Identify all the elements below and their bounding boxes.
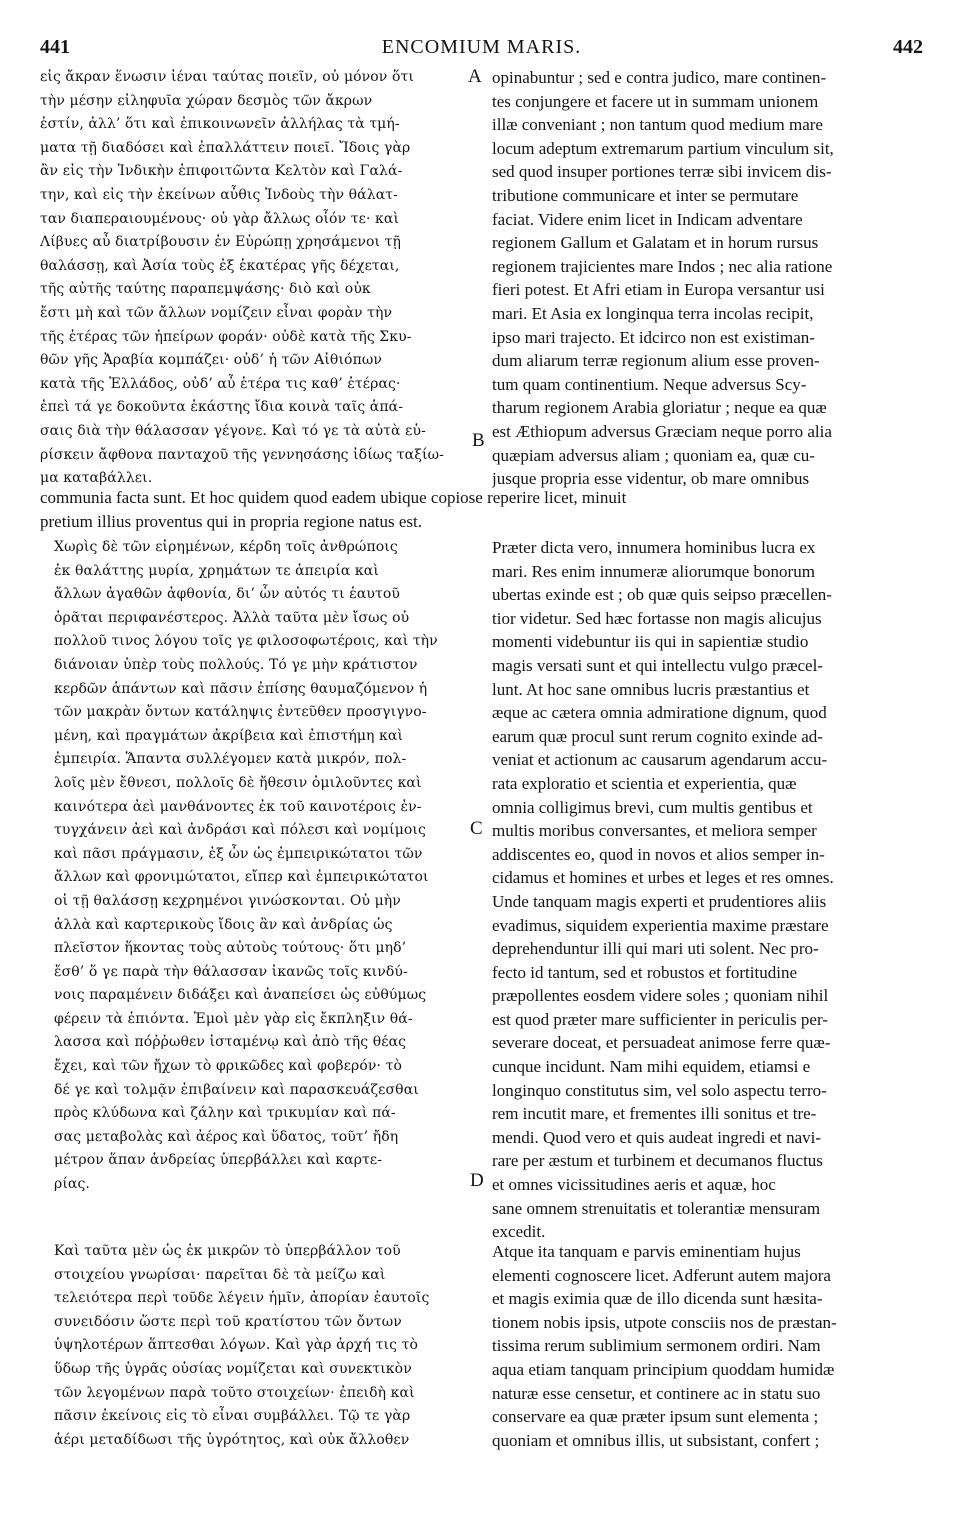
latin-text-line: longinquo constitutus sim, vel solo aspectu terro- [492, 1080, 827, 1100]
greek-text-line: ἄλλων ἀγαθῶν ἀφθονία, δι’ ὧν αὐτός τι ἑαυτοῦ [54, 586, 400, 603]
greek-text-line: κατὰ τῆς Ἑλλάδος, οὐδ’ αὖ ἑτέρα τις καθ’ ἑτέρας· [40, 375, 401, 392]
greek-text-line: μέτρον ἅπαν ἀνδρείας ὑπερβάλλει καὶ καρτε- [54, 1152, 383, 1169]
latin-text-line: communia facta sunt. Et hoc quidem quod eadem ubique copiose reperire licet, minuit [40, 488, 627, 507]
latin-text-line: ubertas exinde est ; ob quæ quis seipso præcellen- [492, 585, 832, 605]
latin-text-line: Atque ita tanquam e parvis eminentiam hujus [492, 1242, 801, 1261]
greek-text-line: τῶν λεγομένων παρὰ τοῦτο στοιχείων· ἐπειδὴ καὶ [54, 1384, 415, 1401]
latin-text-line: sed quod insuper portiones terræ sibi invicem dis- [492, 162, 832, 182]
latin-text-line: magis versati sunt et qui intellectu vulgo præcel- [492, 655, 823, 675]
greek-text-line: ἂν εἰς τὴν Ἰνδικὴν ἐπιφοιτῶντα Κελτὸν καὶ Γαλά- [40, 163, 403, 180]
latin-text-line: est Æthiopum adversus Græciam neque porro alia [492, 421, 832, 441]
greek-text-line: σας μεταβολὰς καὶ ἀέρος καὶ ὕδατος, τοῦτ’ ἤδη [54, 1128, 399, 1145]
greek-text-line: την, καὶ εἰς τὴν ἐκείνων αὖθις Ἰνδοὺς τὴν θάλατ- [40, 186, 398, 203]
greek-text-line: θαλάσσῃ, καὶ Ἀσία τοὺς ἐξ ἑκατέρας γῆς δέχεται, [40, 257, 400, 274]
margin-marker-d: D [470, 1170, 484, 1191]
latin-text-line: omnia colligimus brevi, cum multis gentibus et [492, 797, 813, 817]
latin-text-line: Præter dicta vero, innumera hominibus lucra ex [492, 538, 816, 557]
latin-text-line: mari. Et Asia ex longinqua terra incolas recipit, [492, 303, 814, 323]
latin-text-line: deprehenduntur illi qui mari uti solent. Nec pro- [492, 939, 819, 959]
greek-text-line: τῆς αὐτῆς ταύτης παραπεμψάσης· διὸ καὶ οὐκ [40, 281, 371, 298]
greek-text-line: διάνοιαν ὑπὲρ τοὺς πολλούς. Τό γε μὴν κράτιστον [54, 656, 418, 673]
greek-text-line: πᾶσιν ἐκείνοις εἰς τὸ εἶναι συμβάλλει. Τῷ τε γὰρ [54, 1408, 411, 1425]
latin-text-line: Unde tanquam magis experti et prudentiores aliis [492, 891, 827, 911]
greek-text-line: ὕδωρ τῆς ὑγρᾶς οὐσίας νομίζεται καὶ συνεκτικὸν [54, 1360, 412, 1377]
greek-text-line: μα καταβάλλει. [40, 470, 153, 487]
latin-text-line: earum quæ procul sunt rerum cognito exinde ad- [492, 726, 823, 746]
greek-text-line: θῶν γῆς Ἀραβία κομπάζει· οὐδ’ ἡ τῶν Αἰθιόπων [40, 352, 382, 369]
latin-text-line: addiscentes eo, quod in novos et alios semper in- [492, 844, 825, 864]
latin-text-line: lunt. At hoc sane omnibus lucris præstantius et [492, 679, 810, 699]
latin-text-line: rata exploratio et scientia et experientia, quæ [492, 773, 797, 793]
latin-text-line: æque ac cætera omnia admiratione dignum, quod [492, 703, 827, 723]
latin-text-line: cidamus et homines et urbes et leges et res omnes. [492, 868, 834, 888]
greek-column-section-1 [40, 66, 460, 491]
greek-text-line: πολλοῦ τινος λόγου τοῖς γε φιλοσοφωτέροις, καὶ τὴν [54, 633, 438, 650]
latin-text-line: jusque propria esse videntur, ob mare omnibus [492, 469, 810, 489]
margin-marker-a: A [468, 66, 482, 87]
greek-text-line: τυγχάνειν ἀεὶ καὶ ἀνδράσι καὶ πόλεσι καὶ νομίμοις [54, 822, 426, 839]
latin-text-line: multis moribus conversantes, et meliora semper [492, 821, 817, 841]
latin-text-line: cunque incidunt. Nam mihi equidem, etiamsi e [492, 1057, 811, 1077]
latin-text-line: et magis eximia quæ de illo dicenda sunt hæsita- [492, 1289, 823, 1309]
greek-text-line: δέ γε καὶ τολμᾷν ἐπιβαίνειν καὶ παρασκευάζεσθαι [54, 1081, 419, 1098]
greek-text-line: καὶ πᾶσι πράγμασιν, ἐξ ὧν ὡς ἐμπειρικώτατοι τῶν [54, 845, 423, 862]
greek-text-line: ὁρᾶται περιφανέστερος. Ἀλλὰ ταῦτα μὲν ἴσως οὐ [54, 609, 410, 626]
latin-text-line: et omnes vicissitudines aeris et aquæ, hoc [492, 1175, 776, 1195]
left-page-number: 441 [40, 36, 70, 58]
latin-column-section-3 [492, 1240, 924, 1452]
running-title: ENCOMIUM MARIS. [381, 36, 582, 58]
greek-text-line: Χωρὶς δὲ τῶν εἰρημένων, κέρδη τοῖς ἀνθρώποις [54, 539, 398, 555]
latin-text-line: conservare ea quæ præter ipsum sunt elementa ; [492, 1407, 819, 1427]
greek-text-line: λοῖς μὲν ἔθνεσι, πολλοῖς δὲ ἤθεσιν ὁμιλοῦντες καὶ [54, 774, 422, 791]
greek-text-line: συνειδόσιν ὥστε περὶ τοῦ κρατίστου τῶν ὄντων [54, 1313, 402, 1330]
greek-text-line: οἱ τῇ θαλάσσῃ κεχρημένοι γινώσκονται. Οὐ μὴν [54, 892, 401, 909]
latin-text-line: pretium illius proventus qui in propria regione natus est. [40, 511, 422, 531]
greek-text-line: ἐμπειρία. Ἅπαντα συλλέγομεν κατὰ μικρόν, πολ- [54, 751, 407, 768]
greek-text-line: ἀλλὰ καὶ καρτερικοὺς ἴδοις ἂν καὶ ἀνδρίας ὡς [54, 916, 393, 933]
latin-column-section-1 [492, 66, 924, 491]
latin-text-line: fieri potest. Et Afri etiam in Europa versantur usi [492, 280, 825, 300]
latin-text-line: quoniam et omnibus illis, ut subsistant, confert ; [492, 1430, 820, 1450]
greek-column-section-2 [54, 536, 462, 1197]
margin-marker-b: B [472, 430, 485, 451]
latin-text-line: mari. Res enim innumeræ aliorumque bonorum [492, 561, 815, 581]
latin-text-line: excedit. [492, 1222, 546, 1242]
latin-text-line: sane omnem strenuitatis et tolerantiæ mensuram [492, 1198, 821, 1218]
latin-text-line: naturæ esse censetur, et continere ac in statu suo [492, 1383, 821, 1403]
greek-text-line: φέρειν τὰ ἐπιόντα. Ἐμοὶ μὲν γὰρ εἰς ἔκπληξιν θά- [54, 1010, 413, 1027]
latin-column-section-2 [492, 536, 924, 1244]
latin-text-line: rare per æstum et turbinem et decumanos fluctus [492, 1151, 823, 1171]
greek-text-line: ρίας. [54, 1176, 90, 1193]
latin-text-line: dum aliarum terræ regionum alium esse proven- [492, 351, 820, 371]
greek-text-line: εἰς ἄκραν ἕνωσιν ἰέναι ταύτας ποιεῖν, οὐ μόνον ὅτι [40, 69, 414, 85]
greek-text-line: καινότερα ἀεὶ μανθάνοντες ἐκ τοῦ καινοτέροις ἐν- [54, 798, 422, 815]
latin-text-line: opinabuntur ; sed e contra judico, mare continen- [492, 68, 827, 87]
latin-text-line: tributione communicare et inter se permutare [492, 185, 799, 205]
margin-marker-c: C [470, 818, 483, 839]
latin-text-line: tum quam continentium. Neque adversus Scy- [492, 374, 807, 394]
greek-text-line: νοις παραμένειν διδάξει καὶ ἀναπείσει ὡς εὐθύμως [54, 987, 427, 1004]
greek-text-line: μένη, καὶ πραγμάτων ἀκρίβεια καὶ ἐπιστήμη καὶ [54, 727, 404, 744]
greek-text-line: Καὶ ταῦτα μὲν ὡς ἐκ μικρῶν τὸ ὑπερβάλλον τοῦ [54, 1243, 401, 1259]
latin-text-line: mendi. Quod vero et quis audeat ingredi et navi- [492, 1127, 822, 1147]
latin-text-line: ipso mari trajecto. Et idcirco non est existiman- [492, 327, 815, 347]
latin-text-line: præpollentes eosdem videre soles ; quoniam nihil [492, 986, 829, 1006]
greek-text-line: ματα τῇ διαδόσει καὶ ἐπαλλάττειν ποιεῖ. Ἴδοις γὰρ [40, 139, 411, 156]
latin-text-line: tionem nobis ipsis, utpote consciis nos de præstan- [492, 1312, 837, 1332]
latin-text-line: illæ conveniant ; non tantum quod medium mare [492, 115, 823, 135]
greek-column-section-3 [54, 1240, 462, 1452]
latin-text-line: tes conjungere et facere ut in summam unionem [492, 91, 819, 111]
latin-text-line: fecto id tantum, sed et robustos et fortitudine [492, 962, 797, 982]
greek-text-line: ταν διαπεραιουμένους· οὐ γὰρ ἄλλως οἷόν τε· καὶ [40, 210, 400, 227]
greek-text-line: λασσα καὶ πόῤῥωθεν ἱσταμένῳ καὶ ἀπὸ τῆς θέας [54, 1034, 407, 1051]
greek-text-line: τῶν μακρὰν ὄντων κατάληψις ἐντεῦθεν προσγιγνο- [54, 704, 427, 721]
greek-text-line: ἐστίν, ἀλλ’ ὅτι καὶ ἐπικοινωνεῖν ἀλλήλας τὰ τμή- [40, 116, 400, 133]
greek-text-line: ἔχει, καὶ τῶν ἤχων τὸ φρικῶδες καὶ φοβερόν· τὸ [54, 1058, 403, 1075]
greek-text-line: ἔσθ’ ὅ γε παρὰ τὴν θάλασσαν ἱκανῶς τοῖς κινδύ- [54, 963, 408, 980]
latin-text-line: est quod præter mare sufficienter in periculis per- [492, 1009, 828, 1029]
latin-text-line: locum adeptum extremarum partium vinculum sit, [492, 138, 834, 158]
greek-text-line: κερδῶν ἁπάντων καὶ πᾶσιν ἐπίσης θαυμαζόμενον ἡ [54, 680, 428, 697]
greek-text-line: στοιχείου γνωρίσαι· παρεῖται δὲ τὰ μείζω καὶ [54, 1266, 386, 1283]
latin-text-line: quæpiam adversus aliam ; quoniam ea, quæ cu- [492, 445, 815, 465]
latin-text-line: regionem Gallum et Galatam et in horum rursus [492, 233, 819, 253]
latin-text-line: momenti videbuntur iis qui in sapientiæ studio [492, 632, 809, 652]
latin-text-line: regionem trajicientes mare Indos ; nec alia ratione [492, 256, 833, 276]
latin-text-line: severare doceat, et persuadeat animose ferre quæ- [492, 1033, 831, 1053]
full-width-closing-lines [40, 486, 924, 533]
greek-text-line: ἀέρι μεταδίδωσι τῆς ὑγρότητος, καὶ οὐκ ἄλλοθεν [54, 1431, 410, 1448]
greek-text-line: ρίσκειν ἄφθονα πανταχοῦ τῆς γεννησάσης ἰδίως ταξίω- [40, 446, 444, 463]
page-header [0, 36, 963, 66]
latin-text-line: evadimus, siquidem experientia maxime præstare [492, 915, 829, 935]
latin-text-line: aqua etiam tanquam principium quoddam humidæ [492, 1359, 835, 1379]
greek-text-line: πρὸς κλύδωνα καὶ ζάλην καὶ τρικυμίαν καὶ πά- [54, 1105, 396, 1122]
latin-text-line: rem incutit mare, et frementes illi sonitus et tre- [492, 1104, 817, 1124]
greek-text-line: ὑψηλοτέρων ἅπτεσθαι λόγων. Καὶ γὰρ ἀρχή τις τὸ [54, 1337, 418, 1354]
latin-text-line: tharum regionem Arabia gloriatur ; neque ea quæ [492, 398, 827, 418]
greek-text-line: τελειότερα περὶ τοῦδε λέγειν ἡμῖν, ἀπορίαν ἑαυτοῖς [54, 1290, 430, 1307]
greek-text-line: πλεῖστον ἥκοντας τοὺς αὐτοὺς τούτους· ὅτι μηδ’ [54, 940, 407, 957]
latin-text-line: tior videtur. Sed hæc fortasse non magis alicujus [492, 608, 822, 628]
greek-text-line: ἐκ θαλάττης μυρία, χρημάτων τε ἀπειρία καὶ [54, 562, 379, 579]
latin-text-line: faciat. Videre enim licet in Indicam adventare [492, 209, 803, 229]
latin-text-line: elementi cognoscere licet. Adferunt autem majora [492, 1265, 831, 1285]
greek-text-line: τῆς ἑτέρας τῶν ἠπείρων φοράν· οὐδὲ κατὰ τῆς Σκυ- [40, 328, 412, 345]
greek-text-line: ἄλλων καὶ φρονιμώτατοι, εἴπερ καὶ ἐμπειρικώτατοι [54, 869, 429, 886]
latin-text-line: tissima rerum sublimium sermonem ordiri. Nam [492, 1336, 821, 1356]
greek-text-line: σαις διὰ τὴν θάλασσαν γέγονε. Καὶ τό γε τὰ αὐτὰ εὑ- [40, 422, 426, 439]
greek-text-line: ἐπεὶ τά γε δοκοῦντα ἑκάστης ἴδια κοινὰ ταῖς ἁπά- [40, 399, 404, 416]
right-page-number: 442 [893, 36, 923, 58]
greek-text-line: Λίβυες αὖ διατρίβουσιν ἐν Εὐρώπῃ χρησάμενοι τῇ [40, 234, 402, 251]
greek-text-line: ἔστι μὴ καὶ τῶν ἄλλων νομίζειν εἶναι φορὰν τὴν [40, 304, 393, 321]
greek-text-line: τὴν μέσην εἰληφυῖα χώραν δεσμὸς τῶν ἄκρων [40, 92, 373, 109]
latin-text-line: veniat et actionum ac causarum agendarum accu- [492, 750, 828, 770]
